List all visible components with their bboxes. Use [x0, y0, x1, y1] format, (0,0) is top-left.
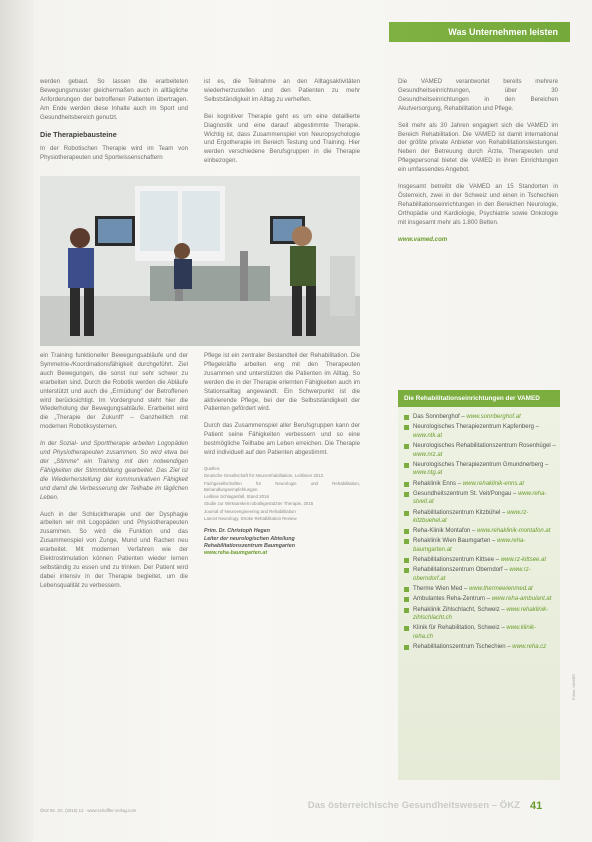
column-2-top [204, 78, 360, 174]
paragraph: In der Sozial- und Sporttherapie arbeiten Logopäden und Physiotherapeuten zusammen. So wird etwa bei der „Stimme“ ein Training mit den notwendigen Fähigkeiten der Stimmbildung gearbeitet. Das Ziel ist die Wiederherstellung der kommunikativen Fähigkeit und damit die Verbesserung der Teilhabe im täglichen Leben. [40, 440, 188, 501]
list-item [404, 461, 556, 478]
bullet-square-icon [404, 626, 409, 631]
list-item [404, 606, 556, 623]
facility-url-link[interactable]: www.thermewienmed.at [469, 586, 533, 593]
list-item [404, 624, 556, 641]
facility-url-link[interactable]: www.klinik-reha.ch [413, 625, 537, 640]
paragraph: Insgesamt betreibt die VAMED an 15 Standorten in Österreich, zwei in der Schweiz und einen in Tschechien Rehabilitationseinrichtungen in den Bereichen Neurologie, Orthopädie und Kardiologie, Psychiatrie sowie Onkologie mit insgesamt mehr als 1.800 Betten. [398, 183, 558, 226]
list-item [404, 413, 556, 422]
list-item [404, 480, 556, 489]
facility-url-link[interactable]: www.reha.cz [512, 644, 547, 651]
footnote: Leitlinie Schlaganfall, Stand 2016 [204, 494, 269, 500]
facility-name: Rehabilitationszentrum Kitzbühel – [413, 509, 506, 516]
facility-url-link[interactable]: www.reha-baumgarten.at [413, 538, 526, 554]
facility-url-link[interactable]: www.ntg.at [413, 470, 443, 477]
author-block [204, 528, 360, 557]
facility-name: Das Sonnberghof – [413, 414, 465, 420]
bullet-square-icon [404, 463, 409, 468]
facility-name: Neurologisches Therapiezentrum Kapfenberg – [413, 424, 539, 431]
footnote: Journal of Neuroengineering and Rehabilitation [204, 508, 296, 514]
bullet-square-icon [404, 492, 409, 497]
paragraph: werden gebaut. So lassen die erarbeiteten Bewegungsmuster gleichermaßen auch in alltägliche Anforderungen der betroffenen Patienten übertragen. Am Ende werden diese Inhalte auch im Sport und Gesundheitsbereich genutzt. [40, 78, 188, 121]
bullet-square-icon [404, 511, 409, 516]
facility-url-link[interactable]: www.rz-oberndorf.at [413, 567, 531, 583]
facility-url-link[interactable]: www.sonnberghof.at [466, 414, 521, 420]
paragraph: Auch in der Schlucktherapie und der Dysphagie arbeiten wir mit Logopäden und Physiotherapeuten zusammen. So wird die Funktion und das Zusammenspiel von Zunge, Mund und Rachen neu erarbeitet. Mit modernen Verfahren wie der Elektrostimulation können Patienten wieder lernen selbständig zu essen und zu trinken. Der Patient wird dabei intensiv in der Therapie begleitet, um die Lebensqualität zu verbessern. [40, 510, 188, 589]
footer-issue-info: ÖKZ 56. JG. (2015) 12 · www.schaffler-verlag.com [40, 808, 137, 813]
paragraph: Die VAMED verantwortet bereits mehrere Gesundheitseinrichtungen, über 30 Gesundheitseinrichtungen in den Bereichen Akutversorgung, Rehabilitation und Pflege. [398, 78, 558, 112]
facility-url-link[interactable]: www.rehaklinik-zihlschlacht.ch [413, 606, 549, 622]
facility-url-link[interactable]: www.rehaklinik-enns.at [462, 480, 525, 487]
facility-name: Neurologisches Therapiezentrum Gmundnerberg – [413, 461, 549, 468]
therapy-room-illustration [40, 176, 360, 346]
section-banner: Was Unternehmen leisten [389, 22, 570, 42]
section-heading: Die Therapiebausteine [40, 129, 117, 139]
rehab-facilities-box [398, 390, 560, 780]
bullet-square-icon [404, 539, 409, 544]
bullet-square-icon [404, 568, 409, 573]
list-item [404, 490, 556, 507]
facility-name: Therme Wien Med – [413, 586, 468, 593]
facility-name: Rehaklinik Enns – [413, 480, 462, 487]
facility-name: Rehabilitationszentrum Kittsee – [413, 557, 500, 564]
page-number: 41 [530, 800, 543, 812]
therapy-photo [40, 176, 360, 346]
facility-url-link[interactable]: www.reha-ambulant.at [491, 596, 552, 603]
column-1-bottom [40, 352, 188, 792]
footnote: Studie zur Wirksamkeit robotikgestützter Therapie, 2015 [204, 501, 314, 507]
facility-list [398, 407, 560, 652]
paragraph: Bei kognitiver Therapie geht es um eine detaillierte Diagnostik und eine darauf abgestimmte Therapie. Wichtig ist, dass Zusammenspiel von Neuropsychologie und Ergotherapie im Bereich Testung und Training. Hier werden verschiedene Berufsgruppen in die Therapie einbezogen. [204, 112, 360, 165]
facility-name: Neurologisches Rehabilitationszentrum Rosenhügel – [413, 442, 556, 449]
list-item [404, 527, 556, 536]
bullet-square-icon [404, 597, 409, 602]
bullet-square-icon [404, 425, 409, 430]
facility-name: Reha-Klinik Montafon – [413, 528, 476, 535]
facility-url-link[interactable]: www.rz-kittsee.at [500, 557, 547, 564]
bullet-square-icon [404, 482, 409, 487]
facility-name: Ambulantes Reha-Zentrum – [413, 596, 491, 603]
bullet-square-icon [404, 645, 409, 650]
bullet-square-icon [404, 415, 409, 420]
list-item [404, 537, 556, 554]
list-item [404, 509, 556, 526]
author-org: Rehabilitationszentrum Baumgarten [204, 542, 295, 549]
list-item [404, 556, 556, 565]
facility-name: Klinik für Rehabilitation, Schweiz – [413, 625, 505, 632]
sources-heading: Quellen: [204, 465, 221, 471]
author-role: Leiter der neurologischen Abteilung [204, 535, 295, 542]
paragraph: ein Training funktioneller Bewegungsabläufe und der Symmetrie-/Koordinationsfähigkeit durchgeführt. Ziel auch Bewegungen, die sonst nur sehr schwer zu erarbeiten sind. Durch die Robotik werden die Abläufe unterstützt und auch die „Ermüdung“ der Betroffenen wird berücksichtigt. Im Vordergrund steht hier die Wiederholung der Bewegungsabläufe. Erarbeitet wird die „Therapie der Zukunft“ – Ganzheitlich mit modernen Robotiksystemen. [40, 352, 188, 431]
facility-name: Rehaklinik Zihlschlacht, Schweiz – [413, 606, 505, 613]
bullet-square-icon [404, 587, 409, 592]
bullet-square-icon [404, 558, 409, 563]
column-2-bottom [204, 352, 360, 792]
paragraph: In der Robotischen Therapie wird im Team von Physiotherapeuten und Sportwissenschaftern [40, 145, 188, 162]
footnote: Fachgesellschaften für Neurologie und Rehabilitation, Behandlungsempfehlungen [204, 480, 360, 492]
list-item [404, 442, 556, 459]
binding-gutter [0, 0, 34, 842]
vamed-url-link[interactable]: www.vamed.com [398, 235, 448, 243]
sources-footnotes [204, 466, 360, 522]
bullet-square-icon [404, 529, 409, 534]
author-url-link[interactable]: www.reha-baumgarten.at [204, 549, 268, 556]
footnote: Lancet Neurology, Stroke Rehabilitation Review [204, 516, 297, 522]
paragraph: ist es, die Teilnahme an den Alltagsaktivitäten wiederherzustellen und den Patienten zu mehr Selbstständigkeit im Alltag zu verhelfen. [204, 78, 360, 103]
paragraph: Pflege ist ein zentraler Bestandteil der Rehabilitation. Die Pflegekräfte arbeiten eng mit den Therapeuten zusammen und unterstützen die Patienten im Alltag. So werden die in der Therapie erlernten Fähigkeiten auch im Stationsalltag angewandt. Ein Schwerpunkt ist die aktivierende Pflege, bei der die Selbstständigkeit der Patienten gefördert wird. [204, 352, 360, 413]
facility-url-link[interactable]: www.rehaklinik-montafon.at [477, 528, 551, 535]
list-item [404, 585, 556, 594]
facility-url-link[interactable]: www.reha-stveit.at [413, 490, 547, 506]
facility-name: Rehaklinik Wien Baumgarten – [413, 538, 496, 545]
author-name: Prim. Dr. Christoph Hegen [204, 528, 270, 535]
list-item [404, 643, 556, 652]
bullet-square-icon [404, 444, 409, 449]
list-item [404, 595, 556, 604]
column-1-top [40, 78, 188, 174]
paragraph: Seit mehr als 30 Jahren engagiert sich die VAMED im Bereich Rehabilitation. Die VAMED ist damit international der größte private Anbieter von Rehabilitationsleistungen. Neben der Betreuung durch Ärzte, Therapeuten und Pflegepersonal bietet die VAMED in ihren Einrichtungen ein umfassendes Angebot. [398, 121, 558, 174]
paragraph: Durch das Zusammenspiel aller Berufsgruppen kann der Patient seine Fähigkeiten verbessern und so eine bestmögliche Teilhabe am Leben erreichen. Die Therapie wird individuell auf den Patienten abgestimmt. [204, 422, 360, 457]
facility-url-link[interactable]: www.nrz.at [413, 451, 443, 458]
facility-url-link[interactable]: www.rz-kitzbuehel.at [413, 509, 529, 525]
bullet-square-icon [404, 608, 409, 613]
footer-magazine-title: Das österreichische Gesundheitswesen – ÖKZ [307, 800, 520, 811]
column-3 [398, 78, 558, 378]
photo-credit: Fotos: VAMED [571, 673, 576, 700]
footnote: Deutsche Gesellschaft für Neurorehabilitation, Leitlinien 2013 [204, 473, 324, 479]
facility-url-link[interactable]: www.ntk.at [413, 432, 443, 439]
list-item [404, 423, 556, 440]
list-item [404, 566, 556, 583]
facility-name: Gesundheitszentrum St. Veit/Pongau – [413, 490, 517, 497]
facility-name: Rehabilitationszentrum Oberndorf – [413, 567, 508, 574]
facility-name: Rehabilitationszentrum Tschechien – [413, 644, 511, 651]
box-heading: Die Rehabilitationseinrichtungen der VAMED [398, 390, 560, 407]
